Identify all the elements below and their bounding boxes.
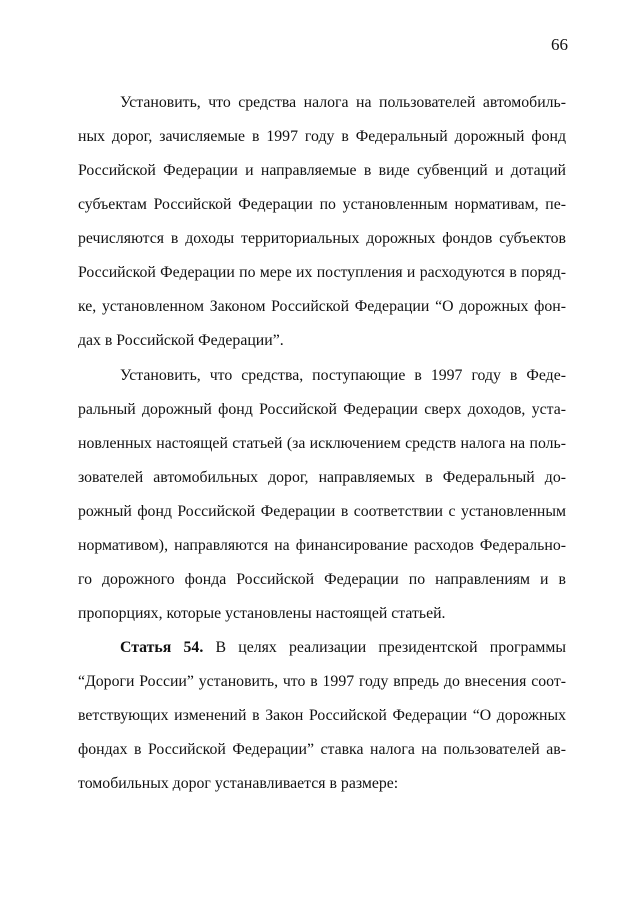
paragraph-line: нормативом), направляются на финансирование расходов Федерально- <box>78 537 566 554</box>
paragraph-line: ральный дорожный фонд Российской Федерации сверх доходов, уста- <box>78 401 566 418</box>
paragraph-line: Установить, что средства, поступающие в 1997 году в Феде- <box>120 367 566 384</box>
paragraph-line: Российской Федерации по мере их поступления и расходуются в поряд- <box>78 264 566 281</box>
paragraph-line: фондах в Российской Федерации” ставка налога на пользователей ав- <box>78 741 566 758</box>
paragraph-line: ветствующих изменений в Закон Российской Федерации “О дорожных <box>78 707 566 724</box>
paragraph-line <box>120 638 566 658</box>
paragraph-line: рожный фонд Российской Федерации в соответствии с установленным <box>78 503 566 520</box>
paragraph-line: речисляются в доходы территориальных дорожных фондов субъектов <box>78 230 566 247</box>
paragraph-line: зователей автомобильных дорог, направляемых в Федеральный до- <box>78 469 566 486</box>
article-heading: Статья 54. <box>120 639 204 656</box>
paragraph-line: “Дороги России” установить, что в 1997 году впредь до внесения соот- <box>78 673 566 690</box>
paragraph-line: ных дорог, зачисляемые в 1997 году в Федеральный дорожный фонд <box>78 128 566 145</box>
paragraph-line: томобильных дорог устанавливается в размере: <box>78 775 399 792</box>
paragraph-line: пропорциях, которые установлены настоящей статьей. <box>78 605 446 622</box>
paragraph-line: дах в Российской Федерации”. <box>78 332 284 349</box>
paragraph-line: субъектам Российской Федерации по установленным нормативам, пе- <box>78 196 566 213</box>
paragraph-line: новленных настоящей статьей (за исключением средств налога на поль- <box>78 435 566 452</box>
paragraph-line: Установить, что средства налога на пользователей автомобиль- <box>120 94 566 111</box>
paragraph-line: Российской Федерации и направляемые в виде субвенций и дотаций <box>78 162 566 179</box>
article-first-line-text: В целях реализации президентской программы <box>203 639 566 656</box>
page-number: 66 <box>551 35 568 54</box>
paragraph-line: ке, установленном Законом Российской Федерации “О дорожных фон- <box>78 298 566 315</box>
paragraph-line: го дорожного фонда Российской Федерации по направлениям и в <box>78 571 566 588</box>
